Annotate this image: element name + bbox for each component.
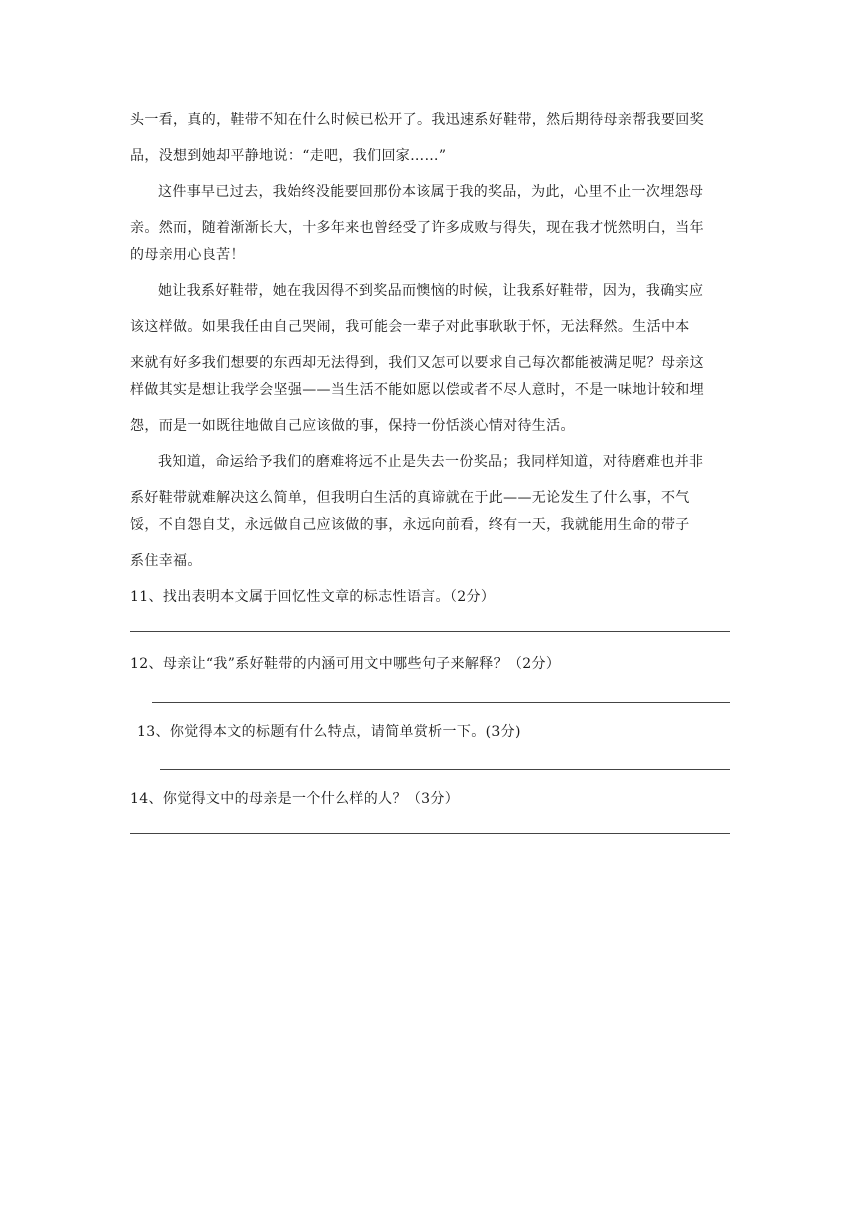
passage-line: 怨，而是一如既往地做自己应该做的事，保持一份恬淡心情对待生活。 (130, 418, 575, 434)
answer-line-13[interactable] (160, 769, 730, 770)
question-11: 11、找出表明本文属于回忆性文章的标志性语言。（2分） (130, 589, 496, 605)
passage-line: 亲。然而，随着渐渐长大，十多年来也曾经受了许多成败与得失，现在我才恍然明白，当年 (130, 220, 704, 236)
passage-line: 我知道，命运给予我们的磨难将远不止是失去一份奖品；我同样知道，对待磨难也并非 (158, 454, 704, 470)
question-12: 12、母亲让“我”系好鞋带的内涵可用文中哪些句子来解释？（2分） (130, 656, 561, 672)
passage-line: 系住幸福。 (130, 553, 202, 569)
question-13: 13、你觉得本文的标题有什么特点，请简单赏析一下。(3分) (137, 724, 521, 740)
passage-line: 该这样做。如果我任由自己哭闹，我可能会一辈子对此事耿耿于怀，无法释然。生活中本 (130, 319, 690, 335)
question-14: 14、你觉得文中的母亲是一个什么样的人？（3分） (130, 791, 460, 807)
passage-line: 来就有好多我们想要的东西却无法得到，我们又怎可以要求自己每次都能被满足呢？母亲这 (130, 355, 704, 371)
passage-line: 的母亲用心良苦！ (130, 247, 245, 263)
passage-line: 她让我系好鞋带，她在我因得不到奖品而懊恼的时候，让我系好鞋带，因为，我确实应 (158, 283, 704, 299)
answer-line-14[interactable] (130, 833, 730, 834)
passage-line: 系好鞋带就难解决这么简单，但我明白生活的真谛就在于此——无论发生了什么事，不气 (130, 490, 690, 506)
passage-line: 品，没想到她却平静地说：“走吧，我们回家……” (130, 148, 447, 164)
answer-line-12[interactable] (152, 702, 730, 703)
passage-line: 样做其实是想让我学会坚强——当生活不能如愿以偿或者不尽人意时，不是一味地计较和埋 (130, 382, 704, 398)
passage-line: 头一看，真的，鞋带不知在什么时候已松开了。我迅速系好鞋带，然后期待母亲帮我要回奖 (130, 112, 704, 128)
passage-line: 馁，不自怨自艾，永远做自己应该做的事，永远向前看，终有一天，我就能用生命的带子 (130, 517, 690, 533)
answer-line-11[interactable] (130, 631, 730, 632)
passage-line: 这件事早已过去，我始终没能要回那份本该属于我的奖品，为此，心里不止一次埋怨母 (158, 184, 704, 200)
